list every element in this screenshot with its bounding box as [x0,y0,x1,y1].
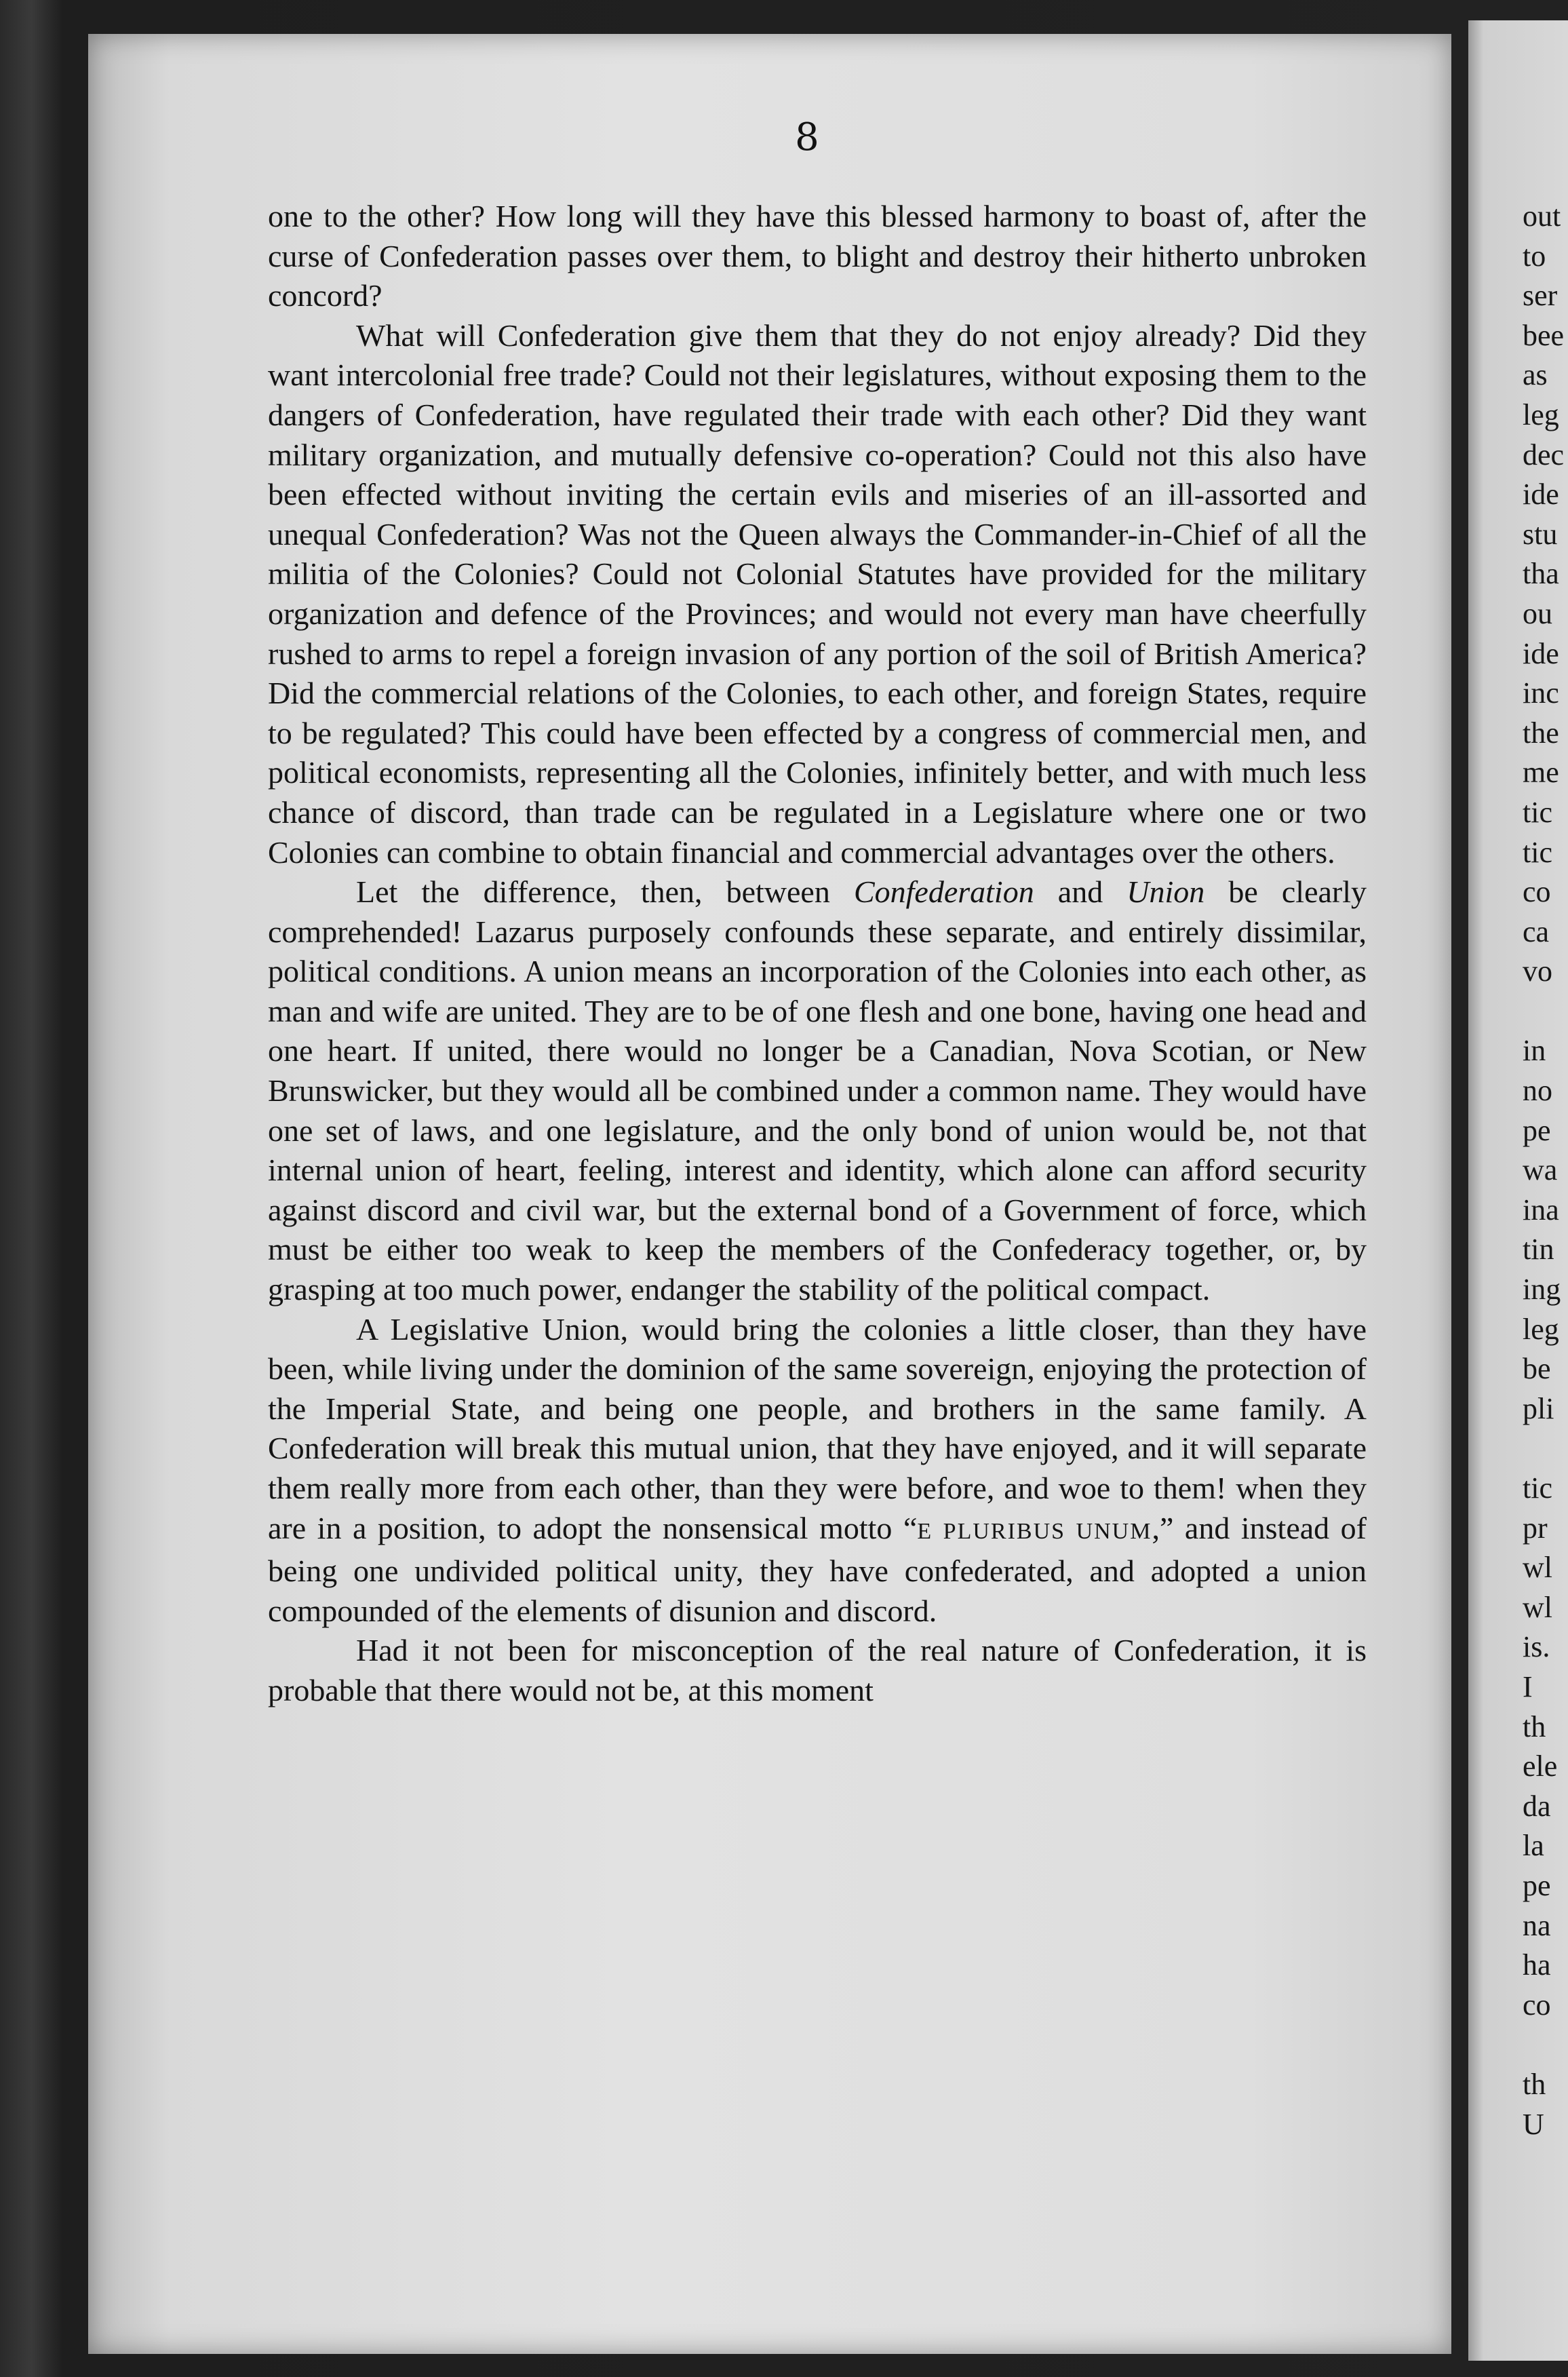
adjacent-page-line-fragment: ele [1523,1750,1558,1783]
adjacent-page-line-fragment: pe [1523,1868,1551,1902]
paragraph [268,197,1367,316]
adjacent-page-line-fragment: na [1523,1908,1551,1942]
adjacent-page-line-fragment: U [1523,2107,1544,2141]
adjacent-page-line-fragment: ing [1523,1273,1561,1307]
adjacent-page-line-fragment: da [1523,1789,1551,1823]
adjacent-page-line-fragment: no [1523,1074,1552,1108]
paragraph [268,316,1367,872]
adjacent-page-line-fragment: is. [1523,1630,1550,1664]
adjacent-page-line-fragment: leg [1523,1312,1559,1346]
adjacent-page-line-fragment: pli [1523,1391,1554,1425]
adjacent-page-line-fragment: ser [1523,279,1558,313]
adjacent-page-line-fragment: to [1523,239,1546,273]
adjacent-page-line-fragment: bee [1523,318,1565,352]
adjacent-page-line-fragment: I [1523,1669,1533,1703]
adjacent-page-line-fragment: be [1523,1352,1551,1386]
adjacent-page-line-fragment: ca [1523,914,1550,948]
text-run: Had it not been for misconception of the real nature of Confederation, it is probable that there would not be, at this moment [268,1633,1367,1707]
adjacent-page-line-fragment: tic [1523,835,1552,869]
text-run: ,” and instead of being one undivided political unity, they have confederated, and adopted a union compounded of the elements of disunion and discord. [268,1510,1367,1628]
adjacent-page-line-fragment: dec [1523,438,1565,471]
adjacent-page-line-fragment: wl [1523,1551,1552,1585]
paragraph [268,1631,1367,1710]
body-text [268,197,1367,1711]
adjacent-page-line-fragment: ina [1523,1193,1559,1226]
paragraph [268,872,1367,1310]
adjacent-page-line-fragment: th [1523,2067,1546,2101]
adjacent-page-line-fragment: la [1523,1829,1544,1863]
adjacent-page-line-fragment [1523,992,1568,1032]
adjacent-page-line-fragment: tha [1523,557,1559,591]
text-run: be clearly comprehended! Lazarus purposely confounds these separate, and entirely dissimilar, political conditions. A union means an incorporation of the Colonies into each other, as man and wife are united. They are to be of one flesh and one bone, having one head and one heart. If united, there would no longer be a Canadian, Nova Scotian, or New Brunswicker, but they would all be combined under a common name. They would have one set of laws, and one legislature, and the only bond of union would be, not that internal union of heart, feeling, interest and identity, which alone can afford security against discord and civil war, but the external bond of a Government of force, which must be either too weak to keep the members of the Confederacy together, or, by grasping at too much power, endanger the stability of the political compact. [268,874,1367,1307]
adjacent-page-line-fragment: co [1523,1988,1551,2022]
text-run: one to the other? How long will they have this blessed harmony to boast of, after the curse of Confederation passes over them, to blight and destroy their hitherto unbroken concord? [268,199,1367,313]
adjacent-page-line-fragment [1523,1429,1568,1469]
text-run: What will Confederation give them that they do not enjoy already? Did they want intercolonial free trade? Could not their legislatures, without exposing them to the dangers of Confederation, have regulated their trade with each other? Did they want military organization, and mutually defensive co-operation? Could not this also have been effected without inviting the certain evils and miseries of an ill-assorted and unequal Confederation? Was not the Queen always the Commander-in-Chief of all the militia of the Colonies? Could not Colonial Statutes have provided for the military organization and defence of the Provinces; and would not every man have cheerfully rushed to arms to repel a foreign invasion of any portion of the soil of British America? Did the commercial relations of the Colonies, to each other, and foreign States, require to be regulated? This could have been effected by a congress of commercial men, and political economists, representing all the Colonies, infinitely better, and with much less chance of discord, than trade can be regulated in a Legislature where one or two Colonies can combine to obtain financial and commercial advantages over the others. [268,317,1367,870]
adjacent-page-line-fragment: pe [1523,1113,1551,1147]
adjacent-page-line-fragment: th [1523,1709,1546,1743]
adjacent-page-text [1523,197,1568,2144]
text-run: A Legislative Union, would bring the colonies a little closer, than they have been, while living under the dominion of the same sovereign, enjoying the protection of the Imperial State, and being one people, and brothers in the same family. A Confederation will break this mutual union, that they have enjoyed, and it will separate them really more from each other, than they were before, and woe to them! when they are in a position, to adopt the nonsensical motto “ [268,1311,1367,1545]
adjacent-page-line-fragment: pr [1523,1511,1548,1545]
adjacent-page-line-fragment: vo [1523,954,1552,988]
adjacent-page-line-fragment: as [1523,358,1548,392]
adjacent-page-line-fragment: wa [1523,1153,1558,1187]
adjacent-page-line-fragment: me [1523,756,1559,790]
adjacent-page-line-fragment: tic [1523,1471,1552,1505]
adjacent-page-line-fragment [1523,2025,1568,2065]
text-run: and [1034,874,1127,910]
adjacent-page-line-fragment: wl [1523,1590,1552,1624]
adjacent-page-line-fragment: ide [1523,636,1559,670]
adjacent-page-line-fragment: leg [1523,398,1559,431]
italic-term: Confederation [853,874,1034,910]
adjacent-page-line-fragment: stu [1523,517,1558,551]
adjacent-page-line-fragment: in [1523,1034,1546,1068]
adjacent-page-line-fragment: tin [1523,1233,1554,1267]
adjacent-page-line-fragment: tic [1523,795,1552,829]
paragraph [268,1310,1367,1631]
adjacent-page-line-fragment: inc [1523,676,1559,710]
adjacent-page-line-fragment: ide [1523,478,1559,511]
adjacent-page-line-fragment: out [1523,199,1561,233]
italic-term: Union [1126,874,1205,910]
motto-text: E PLURIBUS UNUM [917,1518,1152,1544]
page-number: 8 [795,115,819,159]
adjacent-page-line-fragment: ou [1523,596,1552,630]
adjacent-page-line-fragment: ha [1523,1948,1551,1982]
text-run: Let the difference, then, between [356,874,854,910]
adjacent-page-line-fragment: co [1523,875,1551,909]
adjacent-page-line-fragment: the [1523,716,1559,750]
